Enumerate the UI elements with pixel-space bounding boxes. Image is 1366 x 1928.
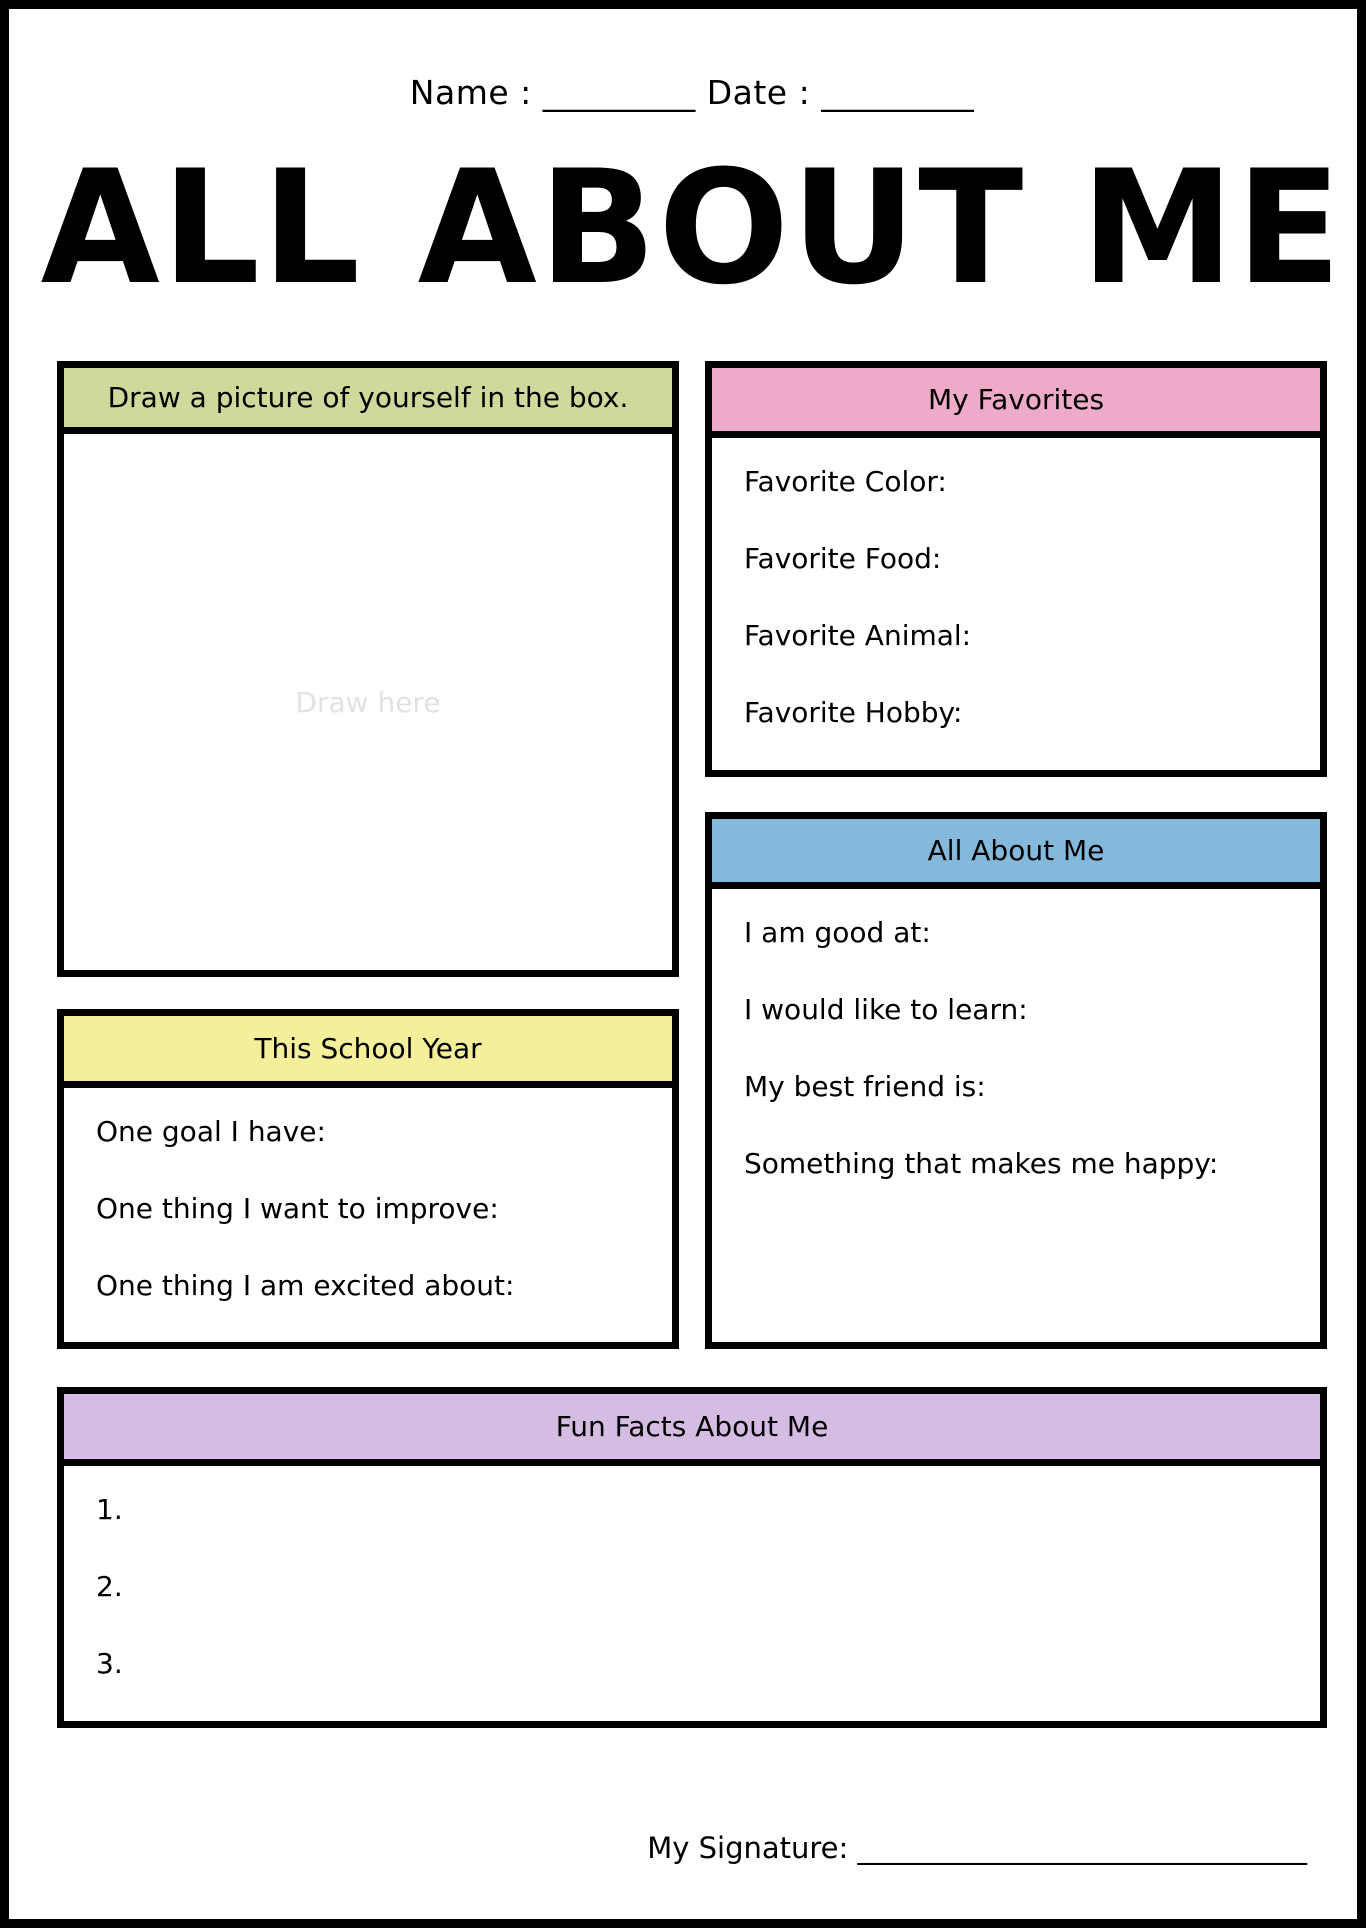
name-date-line: Name : _________ Date : _________ xyxy=(409,73,975,112)
fun-fact-1[interactable]: 1. xyxy=(96,1493,123,1526)
favorite-food-prompt[interactable]: Favorite Food: xyxy=(744,542,942,575)
makes-me-happy-prompt[interactable]: Something that makes me happy: xyxy=(744,1147,1219,1180)
best-friend-prompt[interactable]: My best friend is: xyxy=(744,1070,986,1103)
fun-facts-box xyxy=(57,1387,1327,1728)
fun-fact-3[interactable]: 3. xyxy=(96,1647,123,1680)
fun-fact-2[interactable]: 2. xyxy=(96,1570,123,1603)
school-year-list xyxy=(64,1088,672,1343)
goal-prompt[interactable]: One goal I have: xyxy=(96,1115,326,1148)
fun-facts-list xyxy=(64,1466,1320,1721)
favorite-hobby-prompt[interactable]: Favorite Hobby: xyxy=(744,696,963,729)
self-portrait-box[interactable] xyxy=(57,361,679,977)
excited-about-prompt[interactable]: One thing I am excited about: xyxy=(96,1269,515,1302)
favorite-animal-prompt[interactable]: Favorite Animal: xyxy=(744,619,972,652)
page-title: ALL ABOUT ME xyxy=(40,137,1344,320)
drawing-area[interactable]: Draw here xyxy=(295,685,441,719)
good-at-prompt[interactable]: I am good at: xyxy=(744,916,931,949)
signature-line[interactable]: My Signature: _______________________________ xyxy=(647,1831,1307,1865)
improve-prompt[interactable]: One thing I want to improve: xyxy=(96,1192,499,1225)
favorites-box xyxy=(705,361,1327,777)
all-about-me-header: All About Me xyxy=(712,819,1320,889)
school-year-box xyxy=(57,1009,679,1349)
favorites-header: My Favorites xyxy=(712,368,1320,438)
school-year-header: This School Year xyxy=(64,1016,672,1088)
all-about-me-list xyxy=(712,889,1320,1221)
fun-facts-header: Fun Facts About Me xyxy=(64,1394,1320,1466)
all-about-me-box xyxy=(705,812,1327,1349)
favorite-color-prompt[interactable]: Favorite Color: xyxy=(744,465,947,498)
self-portrait-header: Draw a picture of yourself in the box. xyxy=(64,368,672,434)
like-to-learn-prompt[interactable]: I would like to learn: xyxy=(744,993,1028,1026)
favorites-list xyxy=(712,438,1320,770)
